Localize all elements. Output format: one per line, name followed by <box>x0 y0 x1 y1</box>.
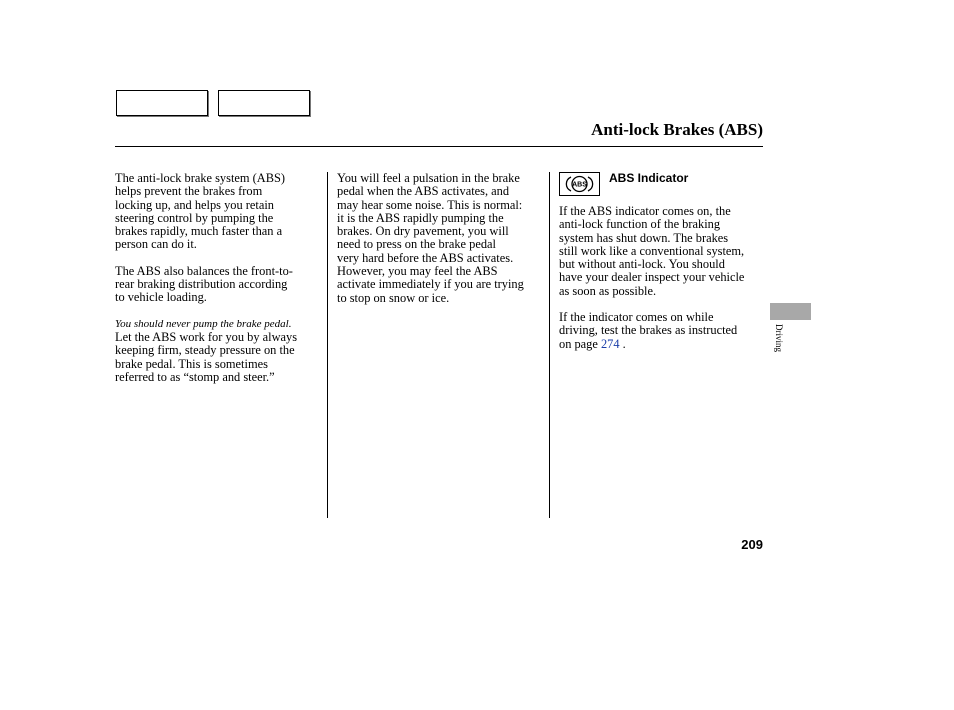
page-link[interactable]: 274 <box>600 336 620 351</box>
page-number: 209 <box>741 537 763 552</box>
text-column-3 <box>559 172 763 351</box>
column-divider <box>327 172 328 518</box>
section-tab[interactable] <box>770 303 811 320</box>
paragraph: The anti-lock brake system (ABS) helps prevent the brakes from locking up, and helps you retain steering control by pumping the brakes rapidly, much faster than a person can do it. <box>115 171 285 252</box>
paragraph-text: If the indicator comes on while driving, test the brakes as instructed on page <box>559 310 738 351</box>
paragraph: The ABS also balances the front-to- rear braking distribution according to vehicle loading. <box>115 263 293 305</box>
page-title: Anti-lock Brakes (ABS) <box>591 120 763 139</box>
paragraph: Let the ABS work for you by always keeping firm, steady pressure on the brake pedal. This is sometimes referred to as “stomp and steer.” <box>115 329 298 384</box>
abs-indicator-icon <box>559 172 600 196</box>
text-column-2 <box>337 172 545 305</box>
header-rule <box>115 146 763 147</box>
nav-button-next[interactable] <box>218 90 310 116</box>
abs-icon-text: ABS <box>572 181 587 189</box>
paragraph <box>559 311 763 351</box>
paragraph-text: . <box>619 336 626 351</box>
paragraph: You will feel a pulsation in the brake pedal when the ABS activates, and may hear some noise. This is normal: it is the ABS rapidly pumping the brakes. On dry pavement, you will need to press on the brake pedal very hard before the ABS activates. However, you may feel the ABS activate immediately if you are trying to stop on snow or ice. <box>337 171 524 305</box>
nav-button-previous[interactable] <box>116 90 208 116</box>
section-tab-label: Driving <box>774 324 784 352</box>
column-divider <box>549 172 550 518</box>
abs-indicator-header <box>559 172 763 198</box>
text-column-1 <box>115 172 323 384</box>
section-heading: ABS Indicator <box>609 171 689 185</box>
caution-note: You should never pump the brake pedal. <box>115 317 292 330</box>
paragraph: If the ABS indicator comes on, the anti-lock function of the braking system has shut down. The brakes still work like a conventional system, but without anti-lock. You should have your dealer inspect your vehicle as soon as possible. <box>559 204 745 298</box>
